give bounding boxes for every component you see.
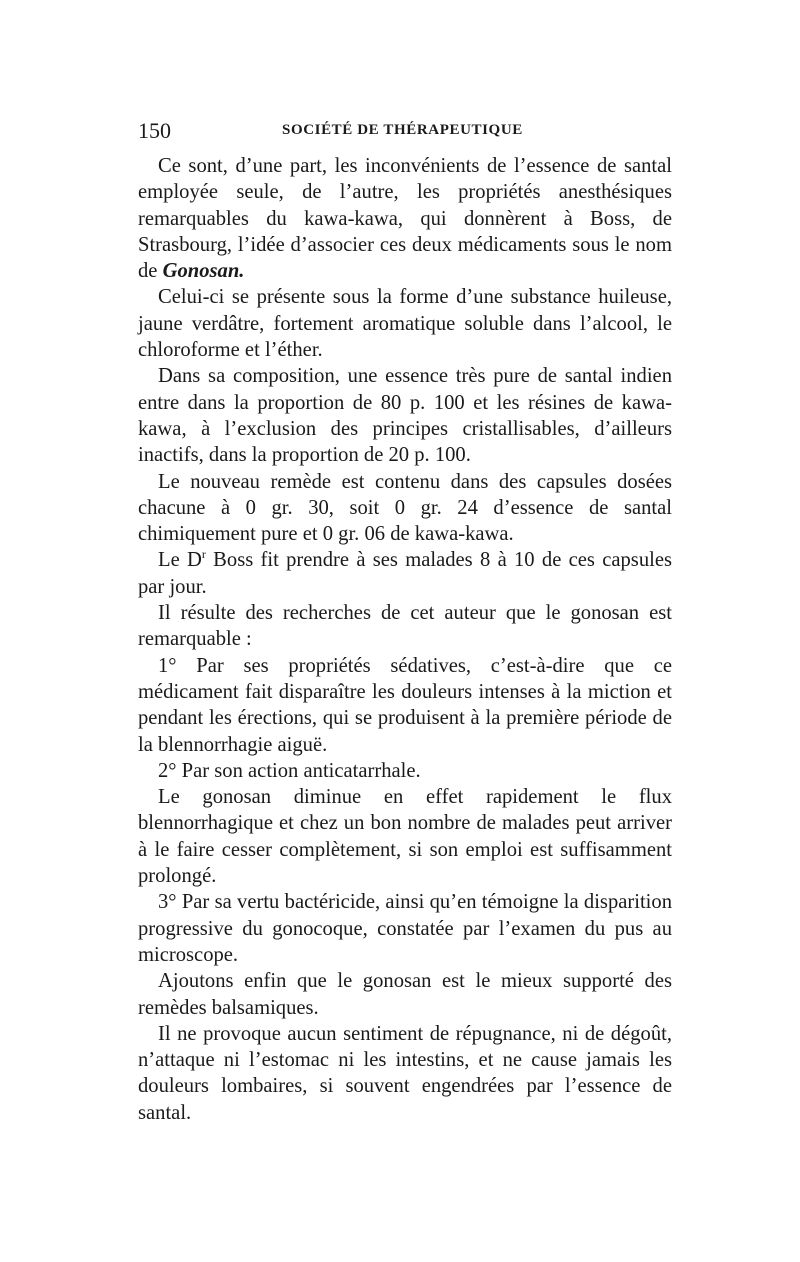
paragraph-point-3 [138, 889, 672, 968]
paragraph-point-2 [138, 758, 672, 784]
paragraph-text: 3° Par sa vertu bactéricide, ainsi qu’en témoigne la disparition progressive du gonocoque, constatée par l’examen du pus au microscope. [138, 891, 672, 966]
paragraph-text: 1° Par ses propriétés sédatives, c’est-à-dire que ce médicament fait disparaître les douleurs intenses à la miction et pendant les érections, qui se produisent à la première période de la blennorrhagie aiguë. [138, 654, 672, 756]
paragraph-text: Le nouveau remède est contenu dans des capsules dosées chacune à 0 gr. 30, soit 0 gr. 24 d’essence de santal chimiquement pure et 0 gr. 06 de kawa-kawa. [138, 470, 672, 546]
page-number: 150 [138, 118, 171, 143]
paragraph-dosage [138, 469, 672, 548]
paragraph-point-1 [138, 653, 672, 758]
paragraph-text: Il résulte des recherches de cet auteur que le gonosan est remarquable : [138, 602, 672, 651]
paragraph-text: Le D [158, 549, 202, 572]
running-title: SOCIÉTÉ DE THÉRAPEUTIQUE [282, 122, 523, 138]
paragraph-tolerance [138, 968, 672, 1021]
paragraph-text: Ce sont, d’une part, les inconvénients de l’essence de santal employée seule, de l’autre, les propriétés anesthésiques remarquables du kawa-kawa, qui donnèrent à Boss, de Strasbourg, l’idée d’associer ces deux médicaments sous le nom de [138, 155, 672, 283]
body-text [138, 153, 672, 1126]
gonosan-term: Gonosan. [162, 260, 245, 283]
paragraph-text: Dans sa composition, une essence très pure de santal indien entre dans la proportion de 80 p. 100 et les résines de kawa-kawa, à l’exclusion des principes cristallisables, d’ailleurs inactifs, dans la proportion de 20 p. 100. [138, 365, 672, 467]
paragraph-prescription [138, 547, 672, 600]
paragraph-conclusion [138, 1021, 672, 1126]
paragraph-results-intro [138, 600, 672, 653]
paragraph-gonosan-origin [138, 153, 672, 284]
running-header [138, 118, 672, 144]
paragraph-text: Boss fit prendre à ses malades 8 à 10 de ces capsules par jour. [138, 549, 672, 598]
paragraph-flux [138, 784, 672, 889]
superscript: r [201, 547, 206, 562]
paragraph-text: 2° Par son action anticatarrhale. [158, 759, 421, 782]
paragraph-composition [138, 363, 672, 468]
paragraph-text: Le gonosan diminue en effet rapidement le flux blennorrhagique et chez un bon nombre de malades peut arriver à le faire cesser complètement, si son emploi est suffisamment prolongé. [138, 786, 672, 888]
paragraph-description [138, 284, 672, 363]
paragraph-text: Celui-ci se présente sous la forme d’une substance huileuse, jaune verdâtre, fortement aromatique soluble dans l’alcool, le chloroforme et l’éther. [138, 286, 672, 362]
paragraph-text: Ajoutons enfin que le gonosan est le mieux supporté des remèdes balsamiques. [138, 970, 672, 1019]
paragraph-text: Il ne provoque aucun sentiment de répugnance, ni de dégoût, n’attaque ni l’estomac ni les intestins, et ne cause jamais les douleurs lombaires, si souvent engendrées par l’essence de santal. [138, 1022, 672, 1124]
